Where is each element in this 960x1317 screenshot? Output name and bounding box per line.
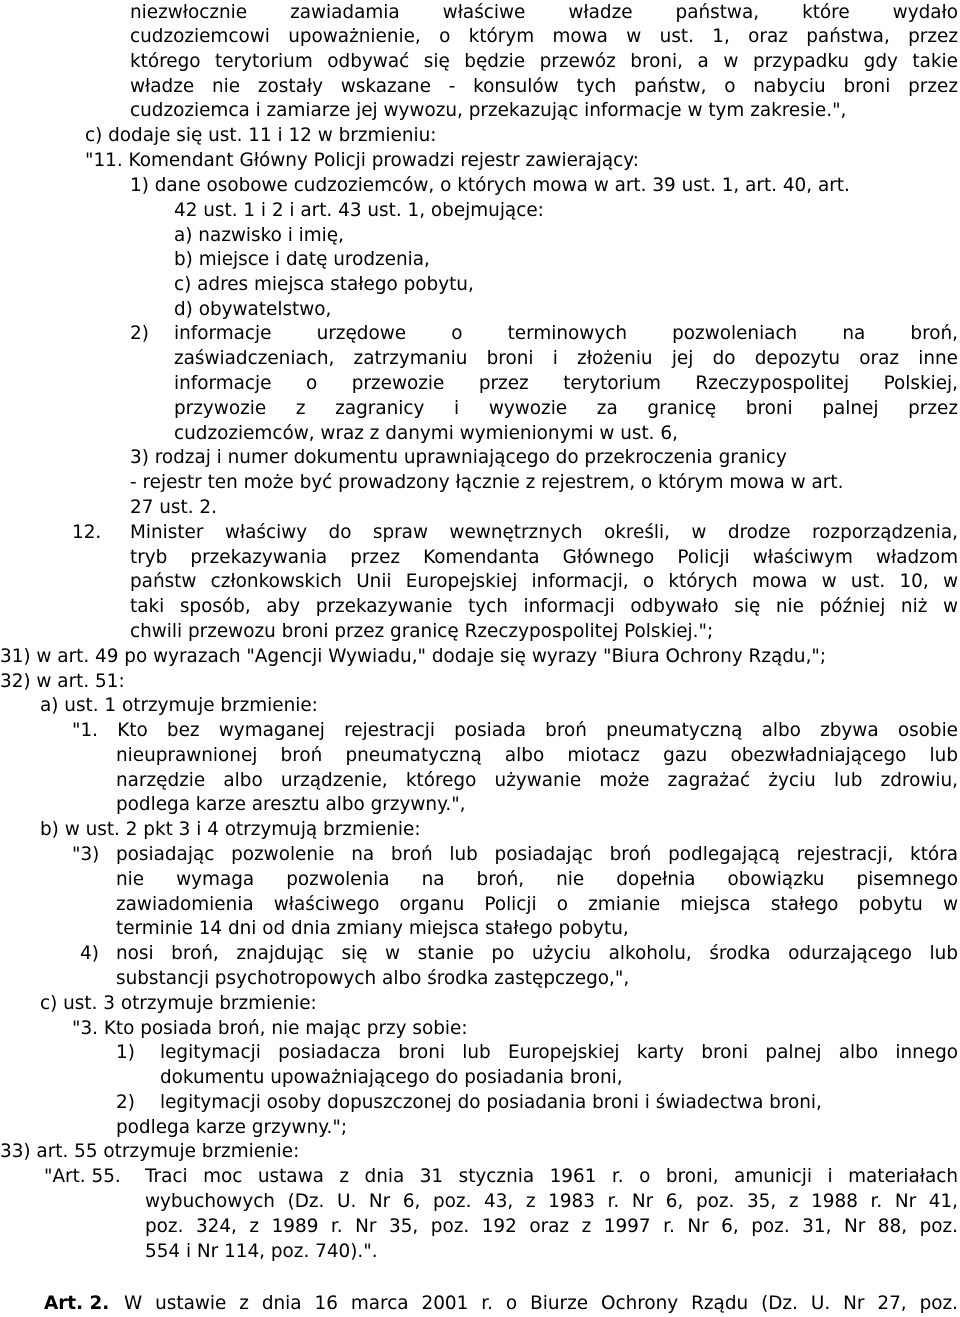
list-marker: "3) <box>72 844 100 865</box>
text-line: 32) w art. 51: <box>0 671 125 692</box>
text-line: informacje urzędowe o terminowych pozwoleniach na broń, <box>174 323 958 344</box>
text-line: b) w ust. 2 pkt 3 i 4 otrzymują brzmienie: <box>40 819 421 840</box>
text-line: informacje o przewozie przez terytorium Rzeczypospolitej Polskiej, <box>174 373 958 394</box>
text-line: niezwłocznie zawiadamia właściwe władze państwa, które wydało <box>130 2 958 23</box>
text-line: zawiadomienia właściwego organu Policji o zmianie miejsca stałego pobytu w <box>116 894 958 915</box>
text-line: Minister właściwy do spraw wewnętrznych określi, w drodze rozporządzenia, <box>130 522 958 543</box>
article-2-label: Art. 2. <box>44 1293 110 1314</box>
text-line: "1. Kto bez wymaganej rejestracji posiada broń pneumatyczną albo zbywa osobie <box>72 720 958 741</box>
list-marker: "Art. 55. <box>44 1166 121 1187</box>
text-line: przywozie z zagranicy i wywozie za granicę broni palnej przez <box>174 398 958 419</box>
text-line: 554 i Nr 114, poz. 740).". <box>145 1241 378 1262</box>
text-line: podlega karze grzywny."; <box>116 1117 348 1138</box>
text-line: 1) dane osobowe cudzoziemców, o których mowa w art. 39 ust. 1, art. 40, art. <box>130 175 850 196</box>
text-line: państw członkowskich Unii Europejskiej informacji, o których mowa w ust. 10, w <box>130 571 958 592</box>
text-line: c) adres miejsca stałego pobytu, <box>174 274 474 295</box>
list-marker: 2) <box>116 1092 135 1113</box>
list-marker: 4) <box>80 943 99 964</box>
text-line: Traci moc ustawa z dnia 31 stycznia 1961 r. o broni, amunicji i materiałach <box>145 1166 958 1187</box>
text-line: chwili przewozu broni przez granicę Rzeczypospolitej Polskiej."; <box>130 621 714 642</box>
article-2-text: W ustawie z dnia 16 marca 2001 r. o Biurze Ochrony Rządu (Dz. U. Nr 27, poz. <box>124 1293 958 1314</box>
text-line: legitymacji osoby dopuszczonej do posiadania broni i świadectwa broni, <box>160 1092 822 1113</box>
text-line: "11. Komendant Główny Policji prowadzi rejestr zawierający: <box>85 150 639 171</box>
text-line: legitymacji posiadacza broni lub Europejskiej karty broni palnej albo innego <box>160 1042 958 1063</box>
text-line: substancji psychotropowych albo środka zastępczego,", <box>116 968 630 989</box>
text-line: którego terytorium odbywać się będzie przewóz broni, a w przypadku gdy takie <box>130 51 958 72</box>
text-line: "3. Kto posiada broń, nie mając przy sobie: <box>72 1018 468 1039</box>
text-line: władze nie zostały wskazane - konsulów tych państw, o nabyciu broni przez <box>130 76 958 97</box>
text-line: a) nazwisko i imię, <box>174 225 344 246</box>
text-line: nieuprawnionej broń pneumatyczną albo miotacz gazu obezwładniającego lub <box>116 745 958 766</box>
text-line: terminie 14 dni od dnia zmiany miejsca stałego pobytu, <box>116 918 629 939</box>
text-line: nie wymaga pozwolenia na broń, nie dopełnia obowiązku pisemnego <box>116 869 958 890</box>
text-line: tryb przekazywania przez Komendanta Głównego Policji właściwym władzom <box>130 547 958 568</box>
text-line: 31) w art. 49 po wyrazach "Agencji Wywiadu," dodaje się wyrazy "Biura Ochrony Rządu,"; <box>0 646 827 667</box>
text-line: podlega karze aresztu albo grzywny.", <box>116 794 466 815</box>
text-line: c) ust. 3 otrzymuje brzmienie: <box>40 993 317 1014</box>
text-line: posiadając pozwolenie na broń lub posiadając broń podlegającą rejestracji, która <box>116 844 958 865</box>
text-line: 42 ust. 1 i 2 i art. 43 ust. 1, obejmujące: <box>174 200 544 221</box>
text-line: b) miejsce i datę urodzenia, <box>174 249 430 270</box>
text-line: cudzoziemcowi upoważnienie, o którym mowa w ust. 1, oraz państwa, przez <box>130 26 958 47</box>
text-line: a) ust. 1 otrzymuje brzmienie: <box>40 695 318 716</box>
text-line: cudzoziemców, wraz z danymi wymienionymi w ust. 6, <box>174 423 678 444</box>
text-line: cudzoziemca i zamiarze jej wywozu, przekazując informacje w tym zakresie.", <box>130 100 847 121</box>
text-line: c) dodaje się ust. 11 i 12 w brzmieniu: <box>85 125 437 146</box>
text-line: 3) rodzaj i numer dokumentu uprawniającego do przekroczenia granicy <box>130 447 787 468</box>
text-line: 27 ust. 2. <box>130 497 217 518</box>
text-line: poz. 324, z 1989 r. Nr 35, poz. 192 oraz z 1997 r. Nr 6, poz. 31, Nr 88, poz. <box>145 1216 958 1237</box>
text-line: wybuchowych (Dz. U. Nr 6, poz. 43, z 1983 r. Nr 6, poz. 35, z 1988 r. Nr 41, <box>145 1191 958 1212</box>
text-line: zaświadczeniach, zatrzymaniu broni i złożeniu jej do depozytu oraz inne <box>174 348 958 369</box>
list-marker: 12. <box>72 522 102 543</box>
list-marker: 2) <box>130 323 149 344</box>
text-line: dokumentu upoważniającego do posiadania broni, <box>160 1067 623 1088</box>
text-line: 33) art. 55 otrzymuje brzmienie: <box>0 1141 300 1162</box>
text-line: - rejestr ten może być prowadzony łącznie z rejestrem, o którym mowa w art. <box>130 472 844 493</box>
text-line: narzędzie albo urządzenie, którego używanie może zagrażać życiu lub zdrowiu, <box>116 770 958 791</box>
list-marker: 1) <box>116 1042 135 1063</box>
text-line: nosi broń, znajdując się w stanie po użyciu alkoholu, środka odurzającego lub <box>116 943 958 964</box>
text-line: d) obywatelstwo, <box>174 299 332 320</box>
text-line: taki sposób, aby przekazywanie tych informacji odbywało się nie później niż w <box>130 596 958 617</box>
